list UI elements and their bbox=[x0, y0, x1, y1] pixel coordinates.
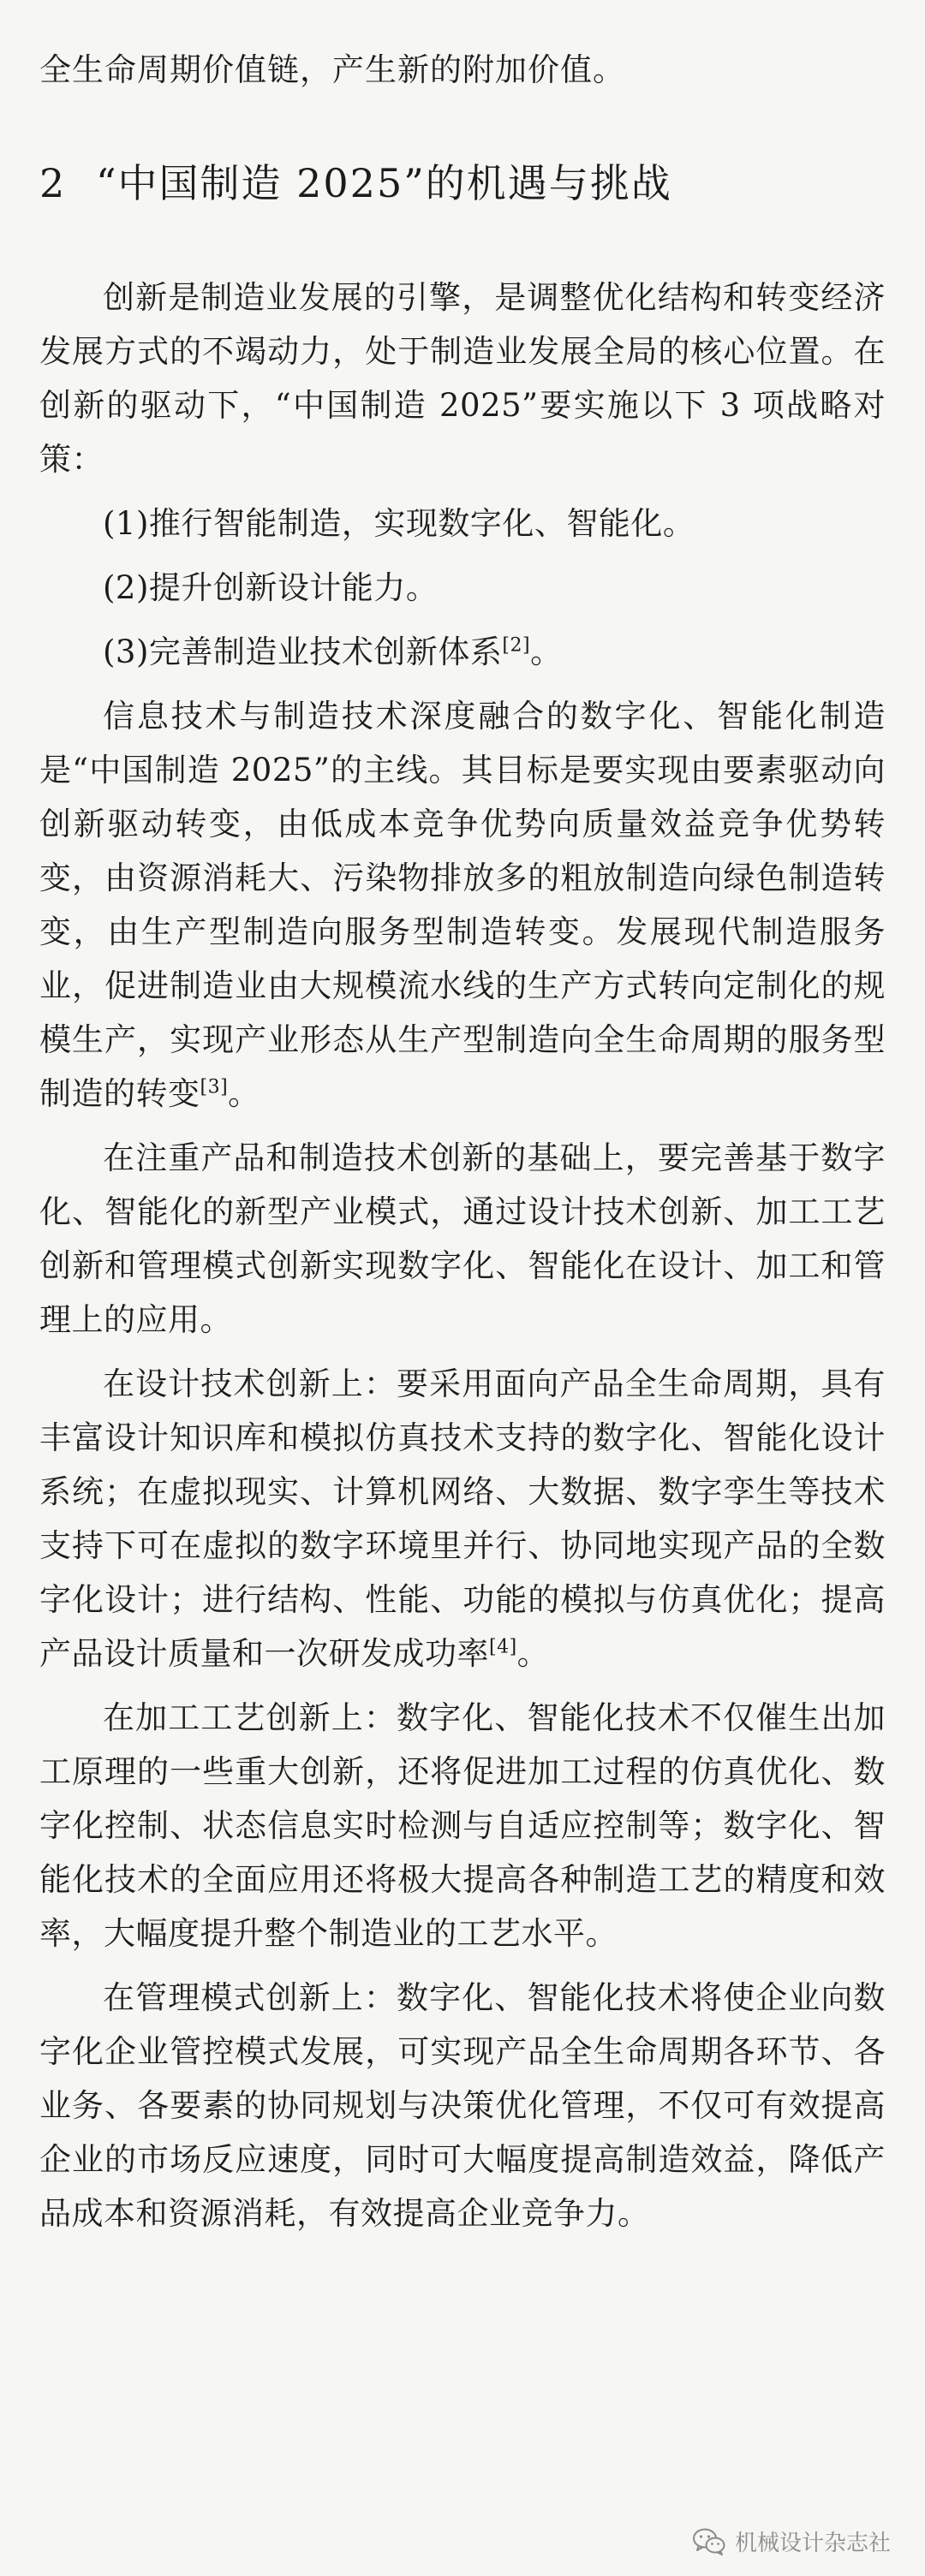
section-number: 2 bbox=[39, 160, 67, 206]
citation-3: [3] bbox=[200, 1076, 229, 1098]
paragraph-5: 在加工工艺创新上：数字化、智能化技术不仅催生出加工原理的一些重大创新，还将促进加工过程的仿真优化、数字化控制、状态信息实时检测与自适应控制等；数字化、智能化技术的全面应用还将极大提高各种制造工艺的精度和效率，大幅度提升整个制造业的工艺水平。 bbox=[39, 1699, 886, 1952]
strategy-item-2: (2)提升创新设计能力。 bbox=[103, 569, 439, 606]
watermark-text: 机械设计杂志社 bbox=[734, 2531, 891, 2556]
paragraph-4 bbox=[39, 1357, 886, 1681]
paragraph-1: 创新是制造业发展的引擎，是调整优化结构和转变经济发展方式的不竭动力，处于制造业发展全局的核心位置。在创新的驱动下，“中国制造 2025”要实施以下 3 项战略对策： bbox=[39, 279, 886, 478]
strategy-item-1: (1)推行智能制造，实现数字化、智能化。 bbox=[103, 505, 695, 542]
strategy-item-3-end: 。 bbox=[530, 634, 563, 670]
citation-2: [2] bbox=[502, 634, 531, 657]
watermark bbox=[692, 2525, 891, 2557]
paragraph-2-end: 。 bbox=[228, 1075, 260, 1112]
strategy-item-3 bbox=[39, 625, 886, 679]
paragraph-6: 在管理模式创新上：数字化、智能化技术将使企业向数字化企业管控模式发展，可实现产品全生命周期各环节、各业务、各要素的协同规划与决策优化管理，不仅可有效提高企业的市场反应速度，同时可大幅度提高制造效益，降低产品成本和资源消耗，有效提高企业竞争力。 bbox=[39, 1979, 886, 2232]
strategy-item-3-text: (3)完善制造业技术创新体系 bbox=[103, 634, 503, 670]
paragraph-2-text: 信息技术与制造技术深度融合的数字化、智能化制造是“中国制造 2025”的主线。其目标是要实现由要素驱动向创新驱动转变，由低成本竞争优势向质量效益竞争优势转变，由资源消耗大、污染物排放多的粗放制造向绿色制造转变，由生产型制造向服务型制造转变。发展现代制造服务业，促进制造业由大规模流水线的生产方式转向定制化的规模生产，实现产业形态从生产型制造向全生命周期的服务型制造的转变 bbox=[39, 698, 886, 1112]
intro-line: 全生命周期价值链，产生新的附加价值。 bbox=[39, 51, 625, 88]
paragraph-3: 在注重产品和制造技术创新的基础上，要完善基于数字化、智能化的新型产业模式，通过设计技术创新、加工工艺创新和管理模式创新实现数字化、智能化在设计、加工和管理上的应用。 bbox=[39, 1139, 886, 1338]
citation-4: [4] bbox=[489, 1636, 517, 1658]
section-heading bbox=[39, 156, 886, 211]
paragraph-4-text: 在设计技术创新上：要采用面向产品全生命周期，具有丰富设计知识库和模拟仿真技术支持的数字化、智能化设计系统；在虚拟现实、计算机网络、大数据、数字孪生等技术支持下可在虚拟的数字环境里并行、协同地实现产品的全数字化设计；进行结构、性能、功能的模拟与仿真优化；提高产品设计质量和一次研发成功率 bbox=[39, 1365, 886, 1672]
paragraph-4-end: 。 bbox=[516, 1635, 550, 1672]
paragraph-2 bbox=[39, 689, 886, 1121]
wechat-icon bbox=[692, 2527, 726, 2556]
section-title: “中国制造 2025”的机遇与挑战 bbox=[96, 160, 672, 206]
